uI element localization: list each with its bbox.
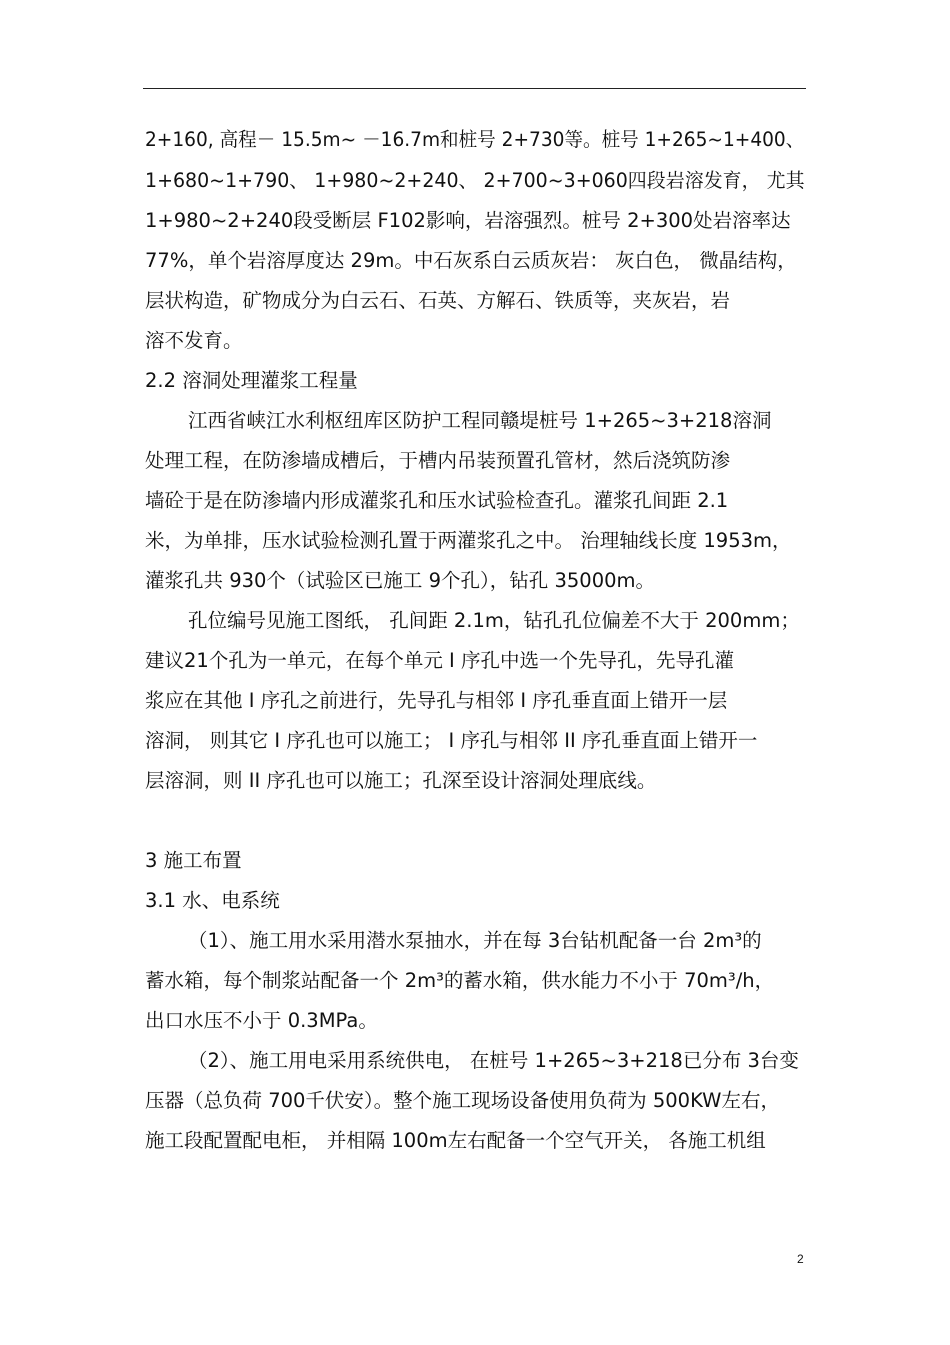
text-line: （2）、施工用电采用系统供电， 在桩号 1+265~3+218已分布 3台变 <box>188 1049 799 1072</box>
text-line: 灌浆孔共 930个（试验区已施工 9个孔），钻孔 35000m。 <box>145 569 655 592</box>
text-line: 江西省峡江水利枢纽库区防护工程同赣堤桩号 1+265~3+218溶洞 <box>188 409 772 432</box>
text-line: 溶不发育。 <box>145 329 243 352</box>
text-line: 1+980~2+240段受断层 F102影响，岩溶强烈。桩号 2+300处岩溶率达 <box>145 209 791 232</box>
text-line: 出口水压不小于 0.3MPa。 <box>145 1009 378 1032</box>
text-line: 溶洞， 则其它 I 序孔也可以施工； I 序孔与相邻 II 序孔垂直面上错开一 <box>145 729 758 752</box>
text-line: 建议21个孔为一单元，在每个单元 I 序孔中选一个先导孔，先导孔灌 <box>145 649 734 672</box>
text-line: 施工段配置配电柜， 并相隔 100m左右配备一个空气开关， 各施工机组 <box>145 1129 766 1152</box>
text-line: 处理工程，在防渗墙成槽后，于槽内吊装预置孔管材，然后浇筑防渗 <box>145 449 731 472</box>
text-line: 层溶洞，则 II 序孔也可以施工；孔深至设计溶洞处理底线。 <box>145 769 657 792</box>
text-line: 米，为单排，压水试验检测孔置于两灌浆孔之中。 治理轴线长度 1953m， <box>145 529 792 552</box>
text-line: 压器（总负荷 700千伏安）。整个施工现场设备使用负荷为 500KW左右， <box>145 1089 780 1112</box>
section-heading: 3.1 水、电系统 <box>145 889 280 912</box>
text-line: 2+160, 高程－ 15.5m~ －16.7m和桩号 2+730等。桩号 1+265~1+400、 <box>145 128 805 151</box>
text-line: （1）、施工用水采用潜水泵抽水，并在每 3台钻机配备一台 2m³的 <box>188 929 762 952</box>
text-line: 77%，单个岩溶厚度达 29m。中石灰系白云质灰岩： 灰白色， 微晶结构， <box>145 249 797 272</box>
text-line: 1+680~1+790、 1+980~2+240、 2+700~3+060四段岩溶发育， 尤其 <box>145 169 805 192</box>
text-line: 墙砼于是在防渗墙内形成灌浆孔和压水试验检查孔。灌浆孔间距 2.1 <box>145 489 729 512</box>
text-line: 浆应在其他 I 序孔之前进行，先导孔与相邻 I 序孔垂直面上错开一层 <box>145 689 728 712</box>
section-heading: 2.2 溶洞处理灌浆工程量 <box>145 369 358 392</box>
header-rule <box>143 88 806 89</box>
section-heading: 3 施工布置 <box>145 849 242 872</box>
text-line: 蓄水箱，每个制浆站配备一个 2m³的蓄水箱，供水能力不小于 70m³/h， <box>145 969 775 992</box>
text-line: 层状构造，矿物成分为白云石、石英、方解石、铁质等，夹灰岩，岩 <box>145 289 731 312</box>
text-line: 孔位编号见施工图纸， 孔间距 2.1m，钻孔孔位偏差不大于 200mm； <box>188 609 800 632</box>
page-number: 2 <box>797 1252 804 1266</box>
